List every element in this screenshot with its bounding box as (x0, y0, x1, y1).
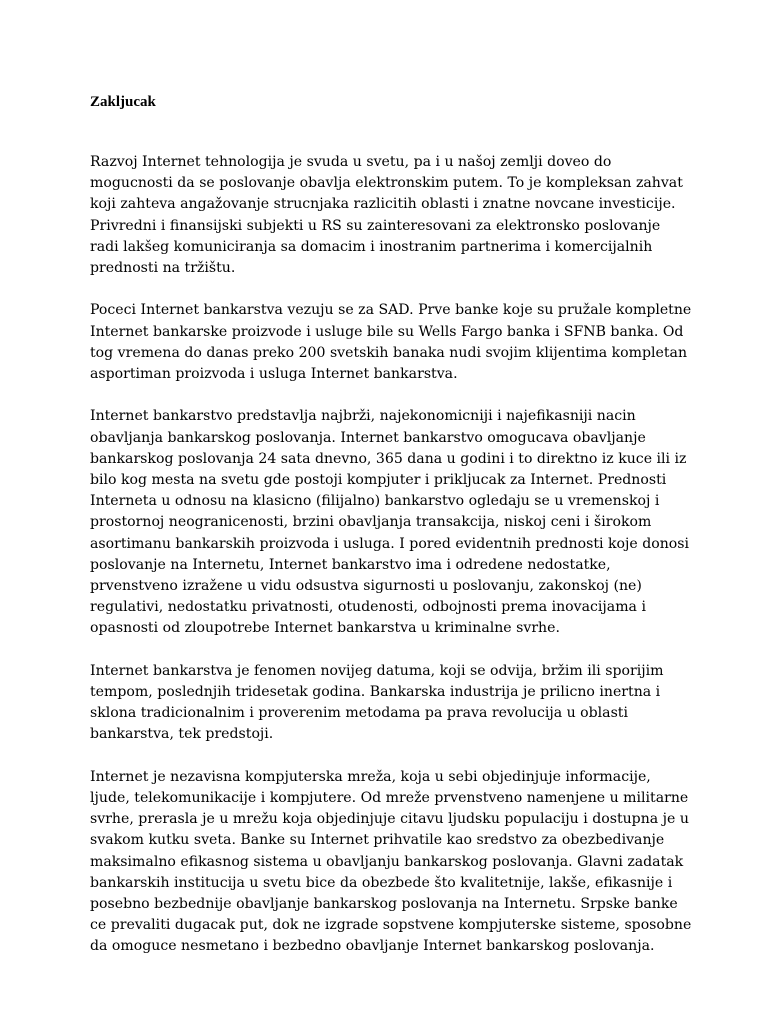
document-body (90, 152, 692, 979)
paragraph-5: Internet je nezavisna kompjuterska mreža, koja u sebi objedinjuje informacije, ljude, telekomunikacije i kompjutere. Od mreže prvenstveno namenjene u militarne svrhe, prerasla je u mrežu koja objedinjuje citavu ljudsku populaciju i dostupna je u svakom kutku sveta. Banke su Internet prihvatile kao sredstvo za obezbedivanje maksimalno efikasnog sistema u obavljanju bankarskog poslovanja. Glavni zadatak bankarskih institucija u svetu bice da obezbede što kvalitetnije, lakše, efikasnije i posebno bezbednije obavljanje bankarskog poslovanja na Internetu. Srpske banke ce prevaliti dugacak put, dok ne izgrade sopstvene kompjuterske sisteme, sposobne da omoguce nesmetano i bezbedno obavljanje Internet bankarskog poslovanja. (90, 768, 692, 955)
document-title: Zakljucak (90, 94, 156, 110)
paragraph-3: Internet bankarstvo predstavlja najbrži, najekonomicniji i najefikasniji nacin obavljanja bankarskog poslovanja. Internet bankarstvo omogucava obavljanje bankarskog poslovanja 24 sata dnevno, 365 dana u godini i to direktno iz kuce ili iz bilo kog mesta na svetu gde postoji kompjuter i prikljucak za Internet. Prednosti Interneta u odnosu na klasicno (filijalno) bankarstvo ogledaju se u vremenskoj i prostornoj neogranicenosti, brzini obavljanja transakcija, niskoj ceni i širokom asortimanu bankarskih proizvoda i usluga. I pored evidentnih prednosti koje donosi poslovanje na Internetu, Internet bankarstvo ima i odredene nedostatke, prvenstveno izražene u vidu odsustva sigurnosti u poslovanju, zakonskoj (ne) regulativi, nedostatku privatnosti, otudenosti, odbojnosti prema inovacijama i opasnosti od zloupotrebe Internet bankarstva u kriminalne svrhe. (90, 408, 690, 637)
paragraph-2: Poceci Internet bankarstva vezuju se za SAD. Prve banke koje su pružale kompletne Internet bankarske proizvode i usluge bile su Wells Fargo banka i SFNB banka. Od tog vremena do danas preko 200 svetskih banaka nudi svojim klijentima kompletan asportiman proizvoda i usluga Internet bankarstva. (90, 302, 692, 383)
paragraph-1: Razvoj Internet tehnologija je svuda u svetu, pa i u našoj zemlji doveo do mogucnosti da se poslovanje obavlja elektronskim putem. To je kompleksan zahvat koji zahteva angažovanje strucnjaka razlicitih oblasti i znatne novcane investicije. Privredni i finansijski subjekti u RS su zainteresovani za elektronsko poslovanje radi lakšeg komuniciranja sa domacim i inostranim partnerima i komercijalnih prednosti na tržištu. (90, 154, 683, 277)
paragraph-4: Internet bankarstva je fenomen novijeg datuma, koji se odvija, bržim ili sporijim tempom, poslednjih tridesetak godina. Bankarska industrija je prilicno inertna i sklona tradicionalnim i proverenim metodama pa prava revolucija u oblasti bankarstva, tek predstoji. (90, 662, 664, 743)
